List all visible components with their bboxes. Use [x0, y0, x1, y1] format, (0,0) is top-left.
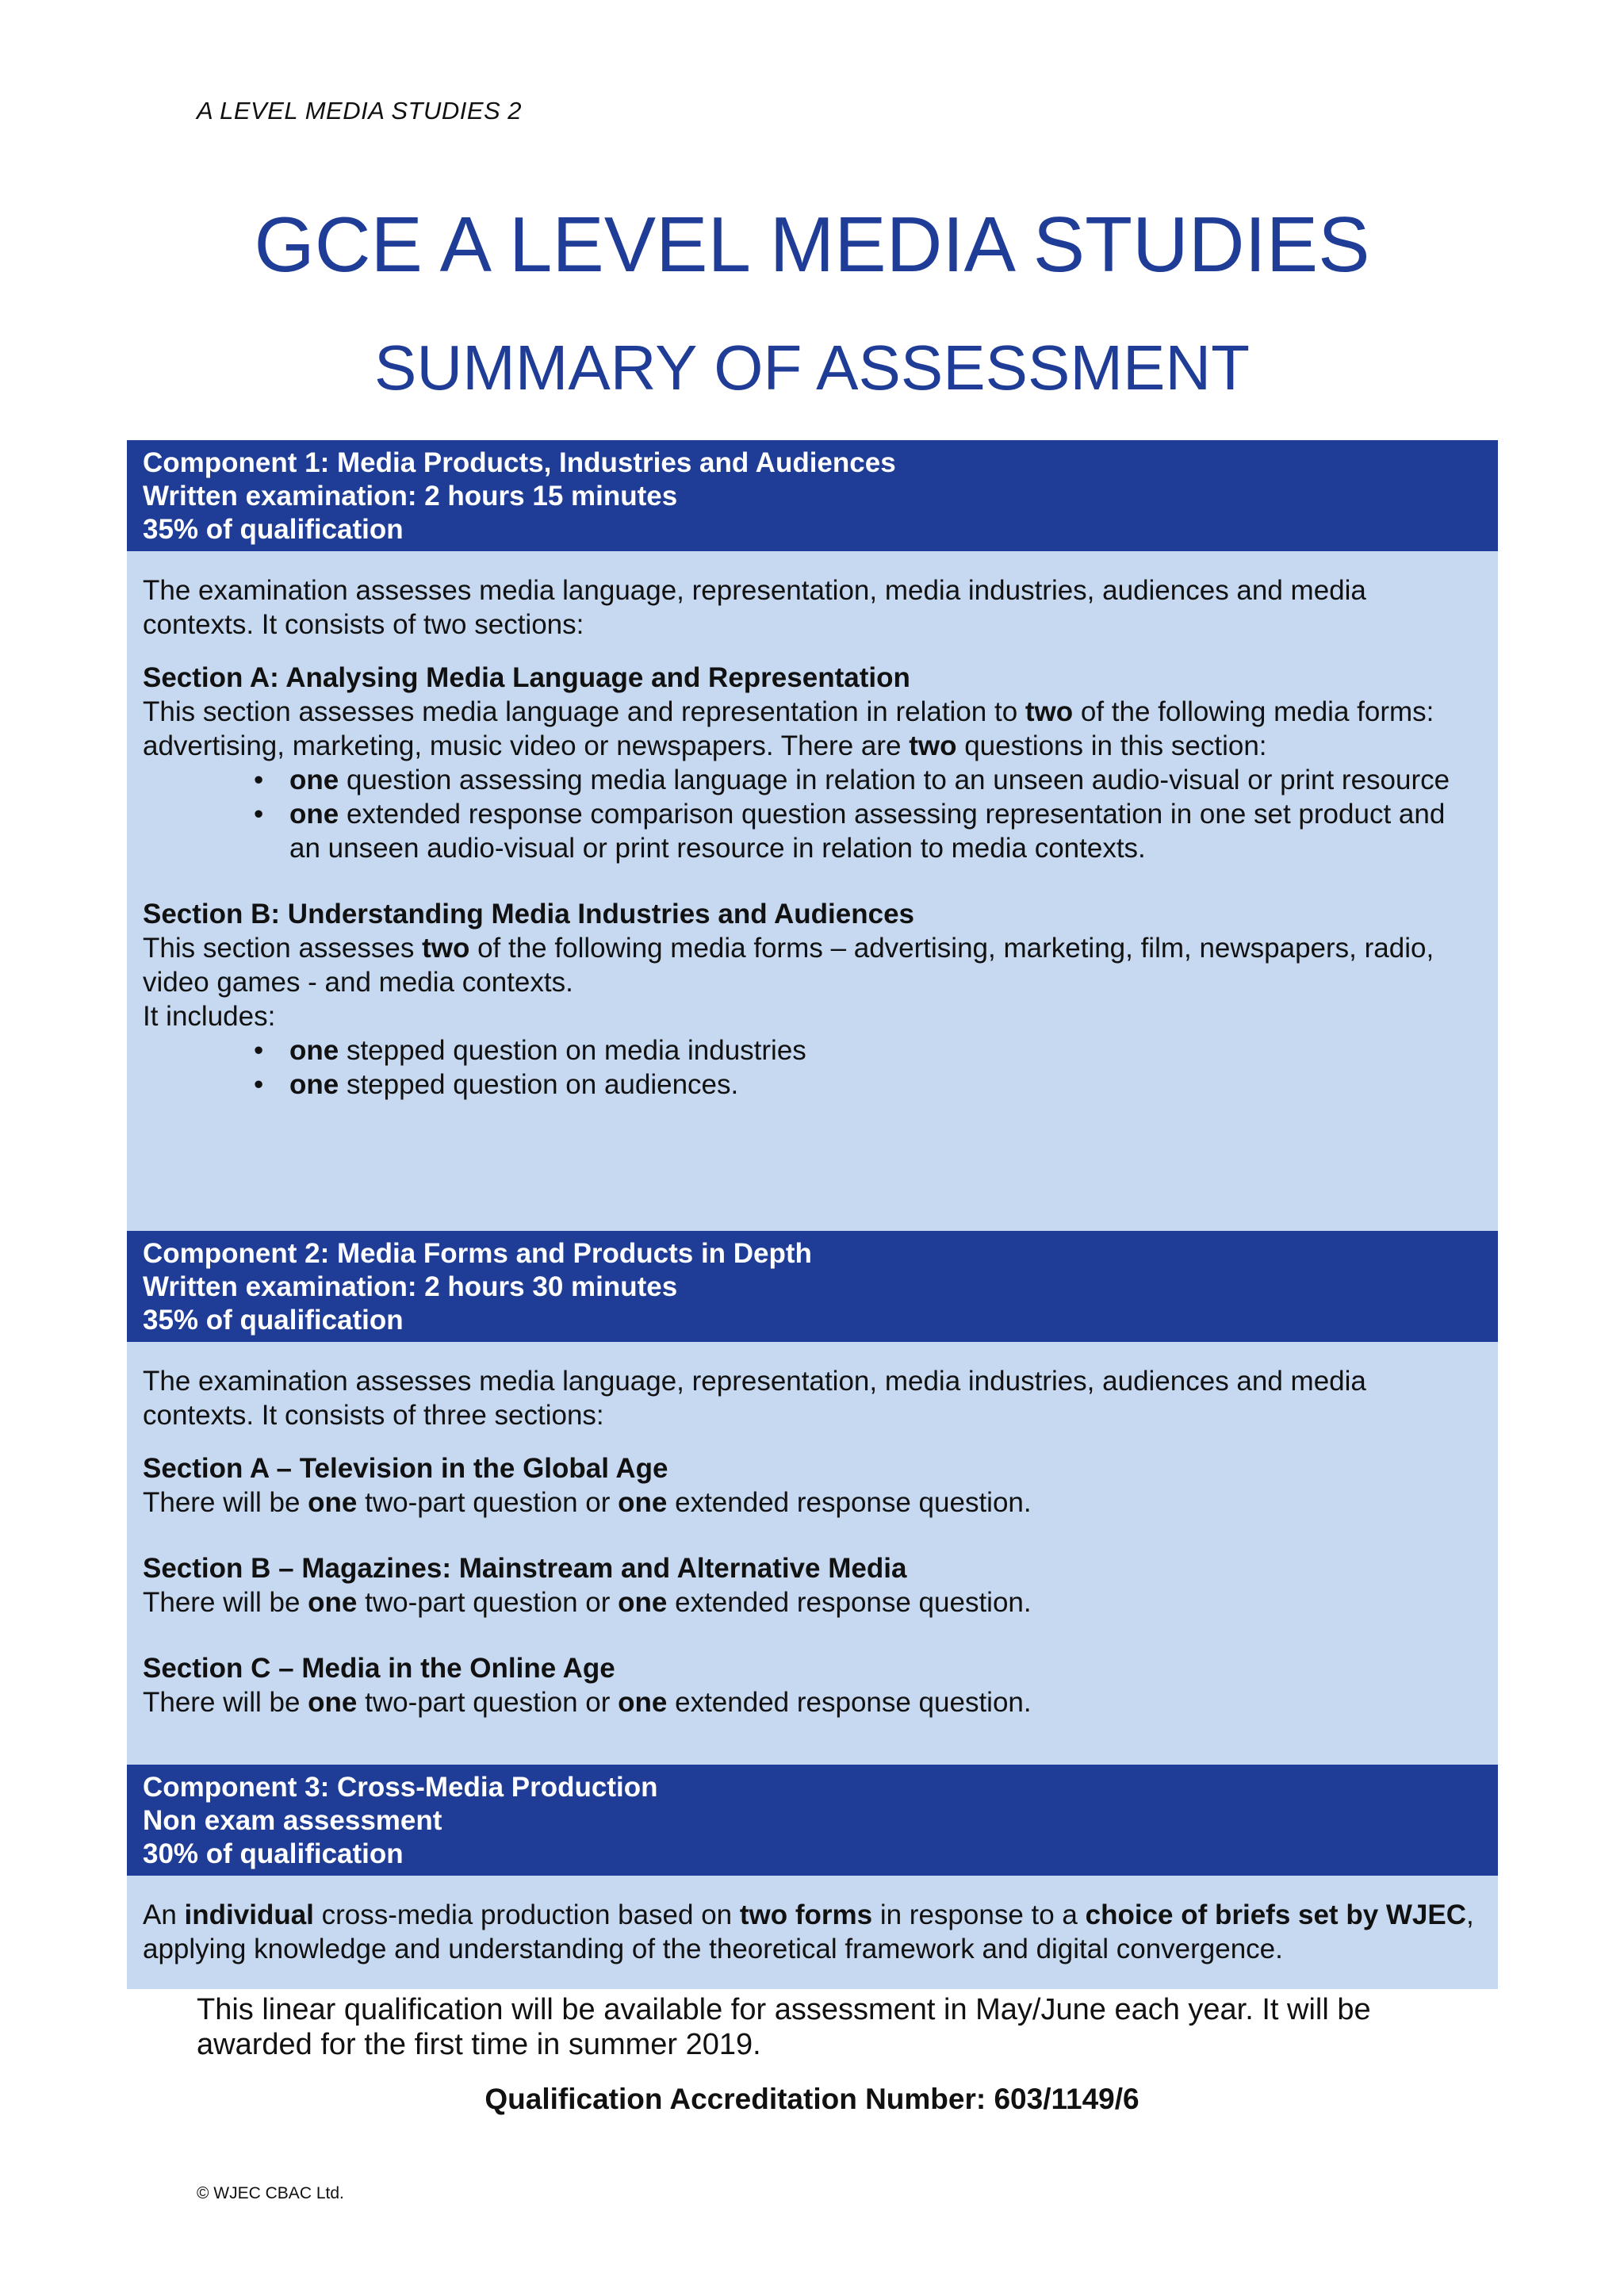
component-2-weight: 35% of qualification — [143, 1305, 404, 1336]
page-subtitle: SUMMARY OF ASSESSMENT — [374, 332, 1250, 403]
list-item: • one extended response comparison question assessing representation in one set product and an unseen audio-visual or print resource in relation to media contexts. — [143, 797, 1482, 865]
component-3-header — [127, 1765, 1498, 1876]
component-1-body — [127, 551, 1498, 1231]
section-a-bullets — [143, 763, 1482, 865]
section-description: There will be one two-part question or one extended response question. — [143, 1587, 1032, 1618]
component-3-body — [127, 1876, 1498, 1989]
component-3-title: Component 3: Cross-Media Production — [143, 1772, 658, 1803]
component-2-header — [127, 1231, 1498, 1342]
component-1-title: Component 1: Media Products, Industries and Audiences — [143, 447, 896, 478]
component-2-exam-duration: Written examination: 2 hours 30 minutes — [143, 1271, 678, 1302]
section-b-title: Section B: Understanding Media Industries and Audiences — [143, 899, 915, 930]
component-1-header — [127, 440, 1498, 551]
section-b-description: This section assesses two of the following media forms – advertising, marketing, film, newspapers, radio, video games - and media contexts. — [143, 933, 1434, 998]
component-1-weight: 35% of qualification — [143, 514, 404, 545]
section-title: Section C – Media in the Online Age — [143, 1653, 615, 1684]
component-1-intro: The examination assesses media language, representation, media industries, audiences and media contexts. It consists of two sections: — [143, 575, 1366, 640]
component-3-description: An individual cross-media production based on two forms in response to a choice of briefs set by WJEC, applying knowledge and understanding of the theoretical framework and digital convergence. — [143, 1899, 1474, 1964]
availability-note: This linear qualification will be available for assessment in May/June each year. It will be awarded for the first time in summer 2019. — [197, 1993, 1371, 2061]
component-3-assessment-type: Non exam assessment — [143, 1805, 442, 1836]
list-item: • one stepped question on media industries — [143, 1033, 1482, 1068]
running-header: A LEVEL MEDIA STUDIES 2 — [197, 97, 523, 125]
component-1-exam-duration: Written examination: 2 hours 15 minutes — [143, 481, 678, 512]
component-2-body — [127, 1342, 1498, 1765]
section-a-description: This section assesses media language and representation in relation to two of the following media forms: advertising, marketing, music video or newspapers. There are two questions in this section: — [143, 696, 1434, 761]
section-title: Section A – Television in the Global Age — [143, 1453, 668, 1484]
section-description: There will be one two-part question or one extended response question. — [143, 1687, 1032, 1718]
copyright: © WJEC CBAC Ltd. — [197, 2184, 344, 2202]
assessment-summary-table — [127, 440, 1498, 1989]
section-b-bullets — [143, 1033, 1482, 1102]
section-description: There will be one two-part question or one extended response question. — [143, 1487, 1032, 1518]
component-3-weight: 30% of qualification — [143, 1838, 404, 1869]
accreditation-number: Qualification Accreditation Number: 603/1149/6 — [485, 2083, 1139, 2115]
page-title: GCE A LEVEL MEDIA STUDIES — [254, 201, 1370, 288]
component-2-intro: The examination assesses media language, representation, media industries, audiences and media contexts. It consists of three sections: — [143, 1366, 1366, 1431]
component-2-title: Component 2: Media Forms and Products in Depth — [143, 1238, 812, 1269]
list-item: • one question assessing media language in relation to an unseen audio-visual or print resource — [143, 763, 1482, 797]
section-b-includes: It includes: — [143, 1001, 276, 1032]
section-a-title: Section A: Analysing Media Language and Representation — [143, 662, 910, 693]
list-item: • one stepped question on audiences. — [143, 1068, 1482, 1102]
section-title: Section B – Magazines: Mainstream and Alternative Media — [143, 1553, 907, 1584]
